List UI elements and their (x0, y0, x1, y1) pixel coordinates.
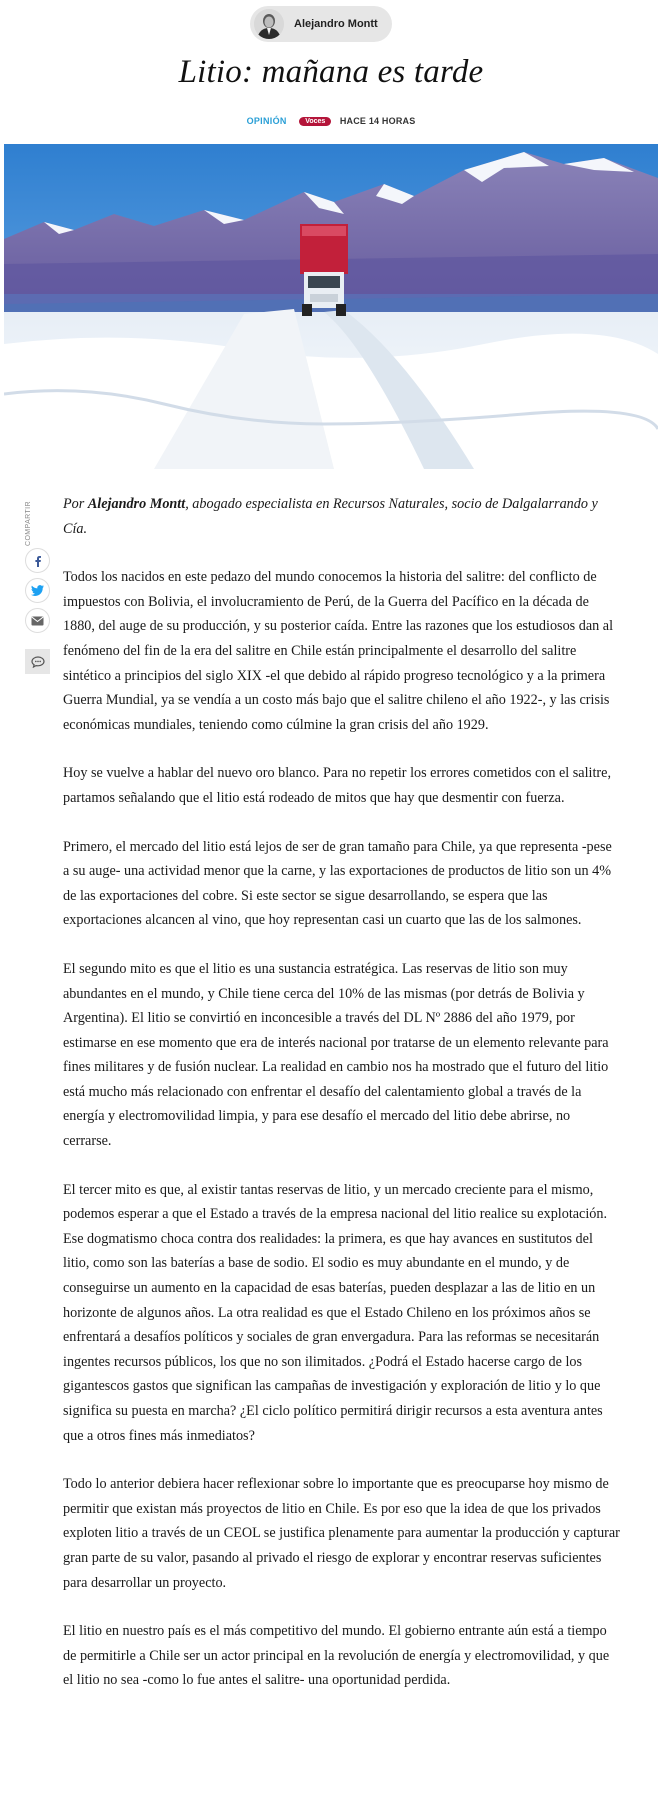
hero-image (4, 144, 658, 469)
byline-rest: , abogado especialista en Recursos Naturales, socio de Dalgalarrando y Cía. (63, 496, 598, 537)
article-paragraph: Todos los nacidos en este pedazo del mundo conocemos la historia del salitre: del conflicto de impuestos con Bolivia, el involucramiento de Perú, de la Guerra del Pacífico en la década de 1880, del auge de su producción, y su posterior caída. Entre las razones que los estudiosos dan al fenómeno del fin de la era del salitre en Chile están principalmente el desarrollo del salitre sintético a principios del siglo XIX -el que debido al rápido progreso tecnológico y a la primera Guerra Mundial, ya se vendía a un costo más bajo que el salitre chileno el año 1922-, y las crisis económicas mundiales, teniendo como cúlmine la gran crisis del año 1929. (63, 569, 614, 733)
article-paragraph: El segundo mito es que el litio es una sustancia estratégica. Las reservas de litio son muy abundantes en el mundo, y Chile tiene cerca del 10% de las mismas (por detrás de Bolivia y Argentina). El litio se convirtió en inconcesible a través del DL Nº 2886 del año 1979, por estimarse en ese momento que era de interés nacional por tratarse de un elemento relevante para fines militares y de fusión nuclear. La realidad en cambio nos ha mostrado que el futuro del litio está mucho más relacionado con enfrentar el desafío del calentamiento global a través de la energía y electromovilidad limpia, y para ese desafío el mercado del litio debe abrirse, no cerrarse. (63, 960, 609, 1150)
article-paragraph: Hoy se vuelve a hablar del nuevo oro blanco. Para no repetir los errores cometidos con el salitre, partamos señalando que el litio está rodeado de mitos que hay que desmentir con fuerza. (63, 765, 611, 806)
byline-author: Alejandro Montt (87, 496, 186, 512)
email-icon (31, 616, 44, 626)
article-meta (0, 116, 662, 126)
section-link[interactable]: OPINIÓN (246, 116, 287, 126)
article-title: Litio: mañana es tarde (178, 54, 484, 90)
byline-prefix: Por (63, 496, 88, 512)
twitter-share-button[interactable] (25, 578, 50, 603)
article-paragraph: Todo lo anterior debiera hacer reflexionar sobre lo importante que es preocuparse hoy mismo de permitir que existan más proyectos de litio en Chile. Es por eso que la idea de que los privados exploten litio a través de un CEOL se justifica plenamente para aumentar la producción y capturar gran parte de su valor, pasando al privado el riesgo de explorar y encontrar reservas suficientes para desarrollar un proyecto. (63, 1476, 620, 1591)
facebook-share-button[interactable] (25, 548, 50, 573)
author-avatar[interactable] (254, 9, 284, 39)
author-pill[interactable] (250, 6, 392, 42)
facebook-icon (32, 555, 44, 567)
voces-badge[interactable]: Voces (299, 117, 331, 126)
comment-icon (31, 656, 45, 668)
article-paragraph: Primero, el mercado del litio está lejos de ser de gran tamaño para Chile, ya que representa -pese a su auge- una actividad menor que la carne, y las exportaciones de productos de litio son un 4% de las exportaciones del cobre. Si este sector se sigue desarrollando, se espera que las exportaciones alcancen al vino, que hoy representan casi un cuarto que las de los salmones. (63, 838, 612, 929)
article-paragraph: El litio en nuestro país es el más competitivo del mundo. El gobierno entrante aún está a tiempo de permitirle a Chile ser un actor principal en la revolución de energía y electromovilidad, y que el litio no sea -como lo fue antes el salitre- una oportunidad perdida. (63, 1623, 610, 1689)
comment-button[interactable] (25, 649, 50, 674)
author-name[interactable]: Alejandro Montt (294, 18, 378, 30)
twitter-icon (31, 585, 44, 596)
timestamp: HACE 14 HORAS (339, 116, 416, 126)
article-paragraph: El tercer mito es que, al existir tantas reservas de litio, y un mercado creciente para el mismo, podemos esperar a que el Estado a través de la empresa nacional del litio realice su explotación. Ese dogmatismo choca contra dos realidades: la primera, es que hay avances en sustitutos del litio, como son las baterías a base de sodio. El sodio es muy abundante en el mundo, y de conseguirse un aumento en la capacidad de esas baterías, pueden desplazar a las de litio en un horizonte de algunos años. La otra realidad es que el Estado Chileno en los próximos años se enfrentará a desafíos políticos y sociales de gran envergadura. Para las reformas se necesitarán ingentes recursos públicos, los que no son ilimitados. ¿Podrá el Estado hacerse cargo de los gigantescos gastos que significan las campañas de investigación y exploración de litio y lo que significa su puesta en marcha? ¿El ciclo político permitirá dirigir recursos a esta aventura antes que a otros fines más inmediatos? (63, 1181, 608, 1444)
email-share-button[interactable] (25, 608, 50, 633)
share-label: COMPARTIR (25, 501, 32, 546)
article-body (63, 492, 620, 1693)
byline (63, 492, 620, 541)
